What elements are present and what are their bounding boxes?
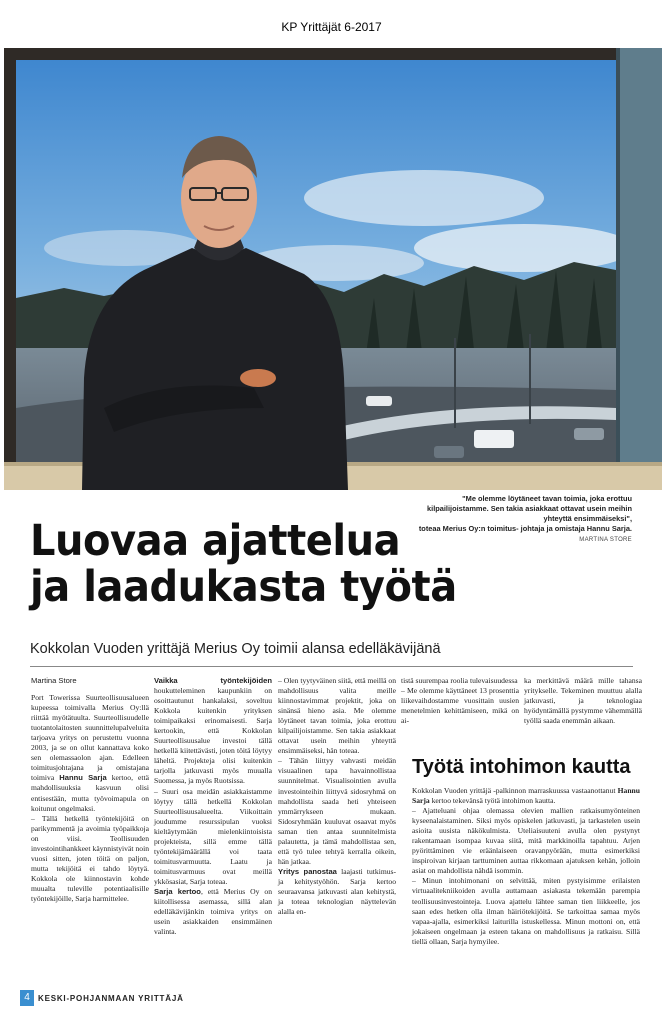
col1-text-end: kertoo, että mahdollisuuksia kasvuun olisi entisestään, mutta työvoimapula on koitunut ongelmaksi. — [31, 773, 149, 813]
page-number: 4 — [20, 990, 34, 1006]
col3-lead: Yritys panostaa — [278, 866, 337, 876]
quote-attribution: toteaa Merius Oy:n toimitus- johtaja ja omistaja Hannu Sarja. — [418, 524, 632, 533]
col3-text-3: laajasti tutkimus- ja kehitystyöhön. Sarja kertoo seuraavansa jatkuvasti alan kehitystä, ja toteaa teknologian näyttelevän alalla en- — [278, 866, 397, 917]
col2-text: houkutteleminen kaupunkiin on osoittautunut hankalaksi, soveltuu Kokkola kuitenkin yrityksen toimipaikaksi erinomaisesti. Sarja kertookin, että Kokkolan Suurteollisuusalue investoi tällä hetkellä kiitettävästi, joten töitä löytyy läheltä. Projekteja olisi kuitenkin tarjolla jatkuvasti myös muualla Suomessa, ja myös Ruotsissa. — [154, 686, 272, 786]
publication-name: KESKI-POHJANMAAN YRITTÄJÄ — [38, 993, 184, 1003]
box-text — [412, 786, 640, 947]
quote-text: "Me olemme löytäneet tavan toimia, joka erottuu kilpailijoistamme. Sen takia asiakkaat ottavat usein meihin yhteyttä ensimmäiseksi", — [427, 494, 632, 523]
col1-paragraph-2: – Tällä hetkellä työntekijöitä on parikymmentä ja avoimia työpaikkoja on viisi. Teollisuuden investointihankkeet käynnistyivät noin vuosi sitten, joten töitä on paljon, mutta tekijöitä ei tahdo löytyä. Kokkola ole kiinnostavin kohde muualta tuleville potentiaalisille työntekijöille, Sarja harmittelee. — [31, 813, 149, 903]
article-photo — [4, 48, 662, 490]
article-column-3 — [278, 676, 396, 917]
divider — [30, 666, 633, 667]
col1-text: Port Towerissa Suurteollisuusalueen kupeessa toimivalla Merius Oy:llä riittää myötätuulta. Suurteollisuudelle tuotantolaitosten suunnittelupalveluita tarjoava yritys on perustettu vuonna 2003, ja se on ollut kannattava koko sen olemassaolon ajan. Edelleen toimitusjohtajana ja omistajana toimiva — [31, 693, 149, 783]
box-text-end: kertoo tekevänsä työtä intohimon kautta. — [431, 796, 556, 806]
col4-paragraph-2: – Me olemme käyttäneet 13 prosenttia liikevaihdostamme vuosittain uusien menetelmien kehittämiseen, mikä on ai- — [401, 686, 519, 726]
box-heading: Työtä intohimon kautta — [412, 756, 631, 778]
article-headline — [30, 518, 467, 610]
box-paragraph-2: – Ajatteluani ohjaa olemassa olevien mallien ratkaisumyönteinen kyseenalaistaminen. Siksi myös opiskelen jatkuvasti, ja tarkastelen usein asioita uusista näkökulmista. Uteliaisuuteni avulla olen pystynyt rakentamaan isompaa kuvaa siitä, mitä markkinoilla tapahtuu. Arjen pyörittäminen vie eräänlaiseen oravanpyörään, mutta esimerkiksi inspiroivan kirjaan tarttuminen auttaa rikkomaan ajatuksen kehän, jolloin asiat on mahdollista nähdä isommin. — [412, 806, 640, 876]
col3-paragraph-2: – Tähän liittyy vahvasti meidän visuaalinen tapa havainnollistaa suunnitelmat. Visualisointien avulla investointeihin liittyvä sidosryhmä on mahdollista saada heti yhteiseen ymmärrykseen mukaan. Sidosryhmään kuuluvat osaavat myös saman tien antaa suunnitelmista palautetta, ja tämä mahdollistaa sen, että työ tulee tehtyä kerralla oikein, hän jatkaa. — [278, 756, 396, 866]
col5-paragraph-1: ka merkittävä määrä mille tahansa yritykselle. Tekeminen muuttuu alalla jatkuvasti, ja teknologiaa hyödyntämällä pystymme vähemmällä työllä saada enemmän aikaan. — [524, 676, 642, 726]
page-footer — [20, 990, 184, 1006]
byline: Martina Store — [31, 676, 77, 685]
article-column-4 — [401, 676, 519, 726]
col4-paragraph-1: tistä suurempaa roolia tulevaisuudessa — [401, 676, 518, 685]
person-name: Hannu Sarja — [59, 773, 107, 783]
headline-line-2: ja laadukasta työtä — [30, 562, 457, 612]
photo-credit: MARTINA STORE — [579, 537, 632, 543]
col2-lead: Vaikka työntekijöiden — [154, 676, 272, 685]
box-text-start: Kokkolan Vuoden yrittäjä -palkinnon marraskuussa vastaanottanut — [412, 786, 616, 795]
article-column-1 — [31, 676, 149, 904]
col2-lead-2: Sarja kertoo — [154, 886, 201, 896]
article-column-2 — [154, 676, 272, 937]
col2-paragraph-2: – Suuri osa meidän asiakkaistamme löytyy tällä hetkellä Kokkolan Suurteollisuusalueelta. Viikoittain joudumme resurssipulan vuoksi kieltäytymään mielenkiintoisista projekteista, sillä emme tällä työntekijämäärällä voi taata toimitusvarmuutta. Laatu ja toimitusvarmuus ovat meillä ykkösasiat, Sarja toteaa. — [154, 786, 272, 886]
article-column-5 — [524, 676, 642, 726]
col3-paragraph-1: – Olen tyytyväinen siitä, että meillä on mahdollisuus valita meille kiinnostavimmat projektit, joka on sinänsä hieno asia. Me olemme löytäneet tavan toimia, joka erottuu kilpailijoistamme. Sen takia asiakkaat ottavat usein meihin yhteyttä ensimmäiseksi, hän toteaa. — [278, 676, 396, 756]
box-paragraph-3: – Minun intohimonani on selvittää, miten pystyisimme erilaisten virtuaalitekniikoiden avulla auttamaan asiakasta tekemään parempia teollisuusinvestointeja. Luova ajattelu lähtee saman tien liikkeelle, jos saan edes hetken olla ilman häiriötekijöitä. Se tarkoittaa samaa myös vapaa-ajalla, esimerkiksi laiturilla istuskellessa. Minun mottoni on, että jokaiseen ongelmaan ja esteen takana on mahdollisuus ja ratkaisu. Sillä tiellä ollaan, Sarja hymyilee. — [412, 876, 640, 946]
article-subtitle: Kokkolan Vuoden yrittäjä Merius Oy toimii alansa edelläkävijänä — [30, 641, 441, 657]
headline-line-1: Luovaa ajattelua — [30, 516, 401, 566]
col2-text-3: , että Merius Oy on kiitollisessa asemassa, sillä alan edelläkävijänkin toimiva yritys on usein asiakkaiden ensimmäinen valinta. — [154, 886, 272, 937]
publication-header: KP Yrittäjät 6-2017 — [281, 20, 382, 34]
box-person-name: Hannu Sarja — [412, 786, 640, 806]
